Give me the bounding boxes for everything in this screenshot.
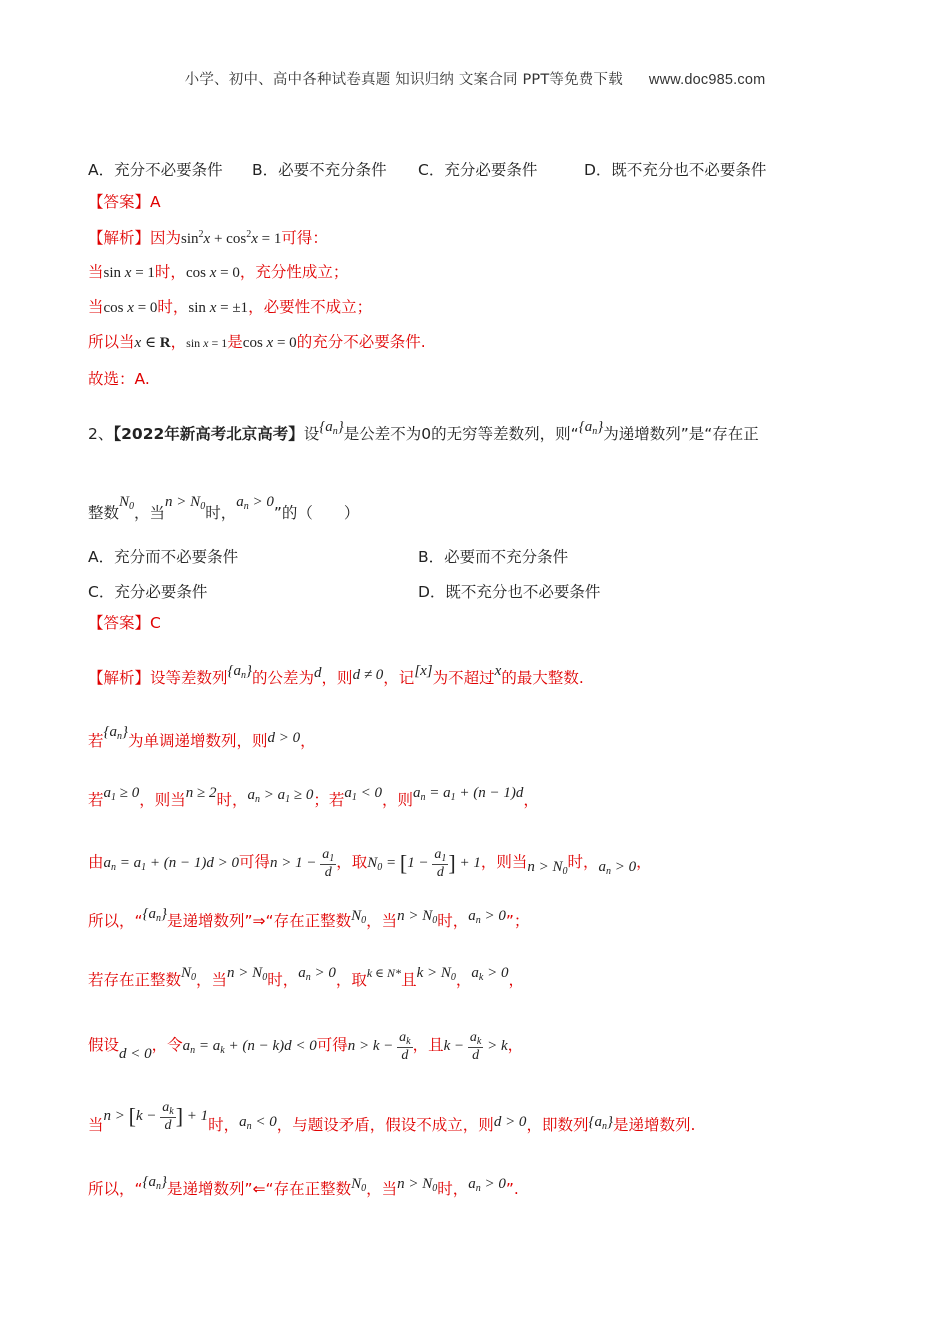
header-site-link[interactable]: www.doc985.com: [648, 72, 766, 88]
q1-option-c: C．充分必要条件: [418, 161, 538, 179]
q2-option-b: B．必要而不充分条件: [418, 548, 569, 566]
q1-option-a: A．充分不必要条件: [88, 161, 223, 179]
page-header: [0, 68, 950, 89]
q1-conclusion: 故选：A.: [88, 370, 150, 388]
q1-analysis-line-4: 所以当x ∈ R，sin x = 1是cos x = 0的充分不必要条件.: [88, 333, 426, 351]
q2-analysis-line-8: 当n > [k − $\frac{a_k}{d}$ ] + 1时，$a_n < 0$，与题设矛盾，假设不成立，则d > 0，即数列$\{a_n\}$是递增数列.: [88, 1100, 696, 1135]
q2-analysis-line-7: 假设d < 0，令$a_n = a_k + (n - k)d < 0$可得n > k − $\frac{a_k}{d}$ ，且k − $\frac{a_k}{d}$ > k，: [88, 1030, 524, 1063]
q2-analysis-line-9: 所以，“$\{a_n\}$是递增数列”⇐“存在正整数$N_0$，当$n > N_0$时，$a_n > 0$”.: [88, 1174, 519, 1198]
q2-option-d: D．既不充分也不必要条件: [418, 583, 601, 601]
q1-answer: 【答案】A: [88, 193, 161, 211]
q1-option-d: D．既不充分也不必要条件: [584, 161, 767, 179]
header-text: 小学、初中、高中各种试卷真题 知识归纳 文案合同 PPT等免费下载: [184, 72, 623, 88]
q1-analysis-line-3: 当cos x = 0时，sin x = ±1，必要性不成立；: [88, 298, 373, 316]
q2-option-c: C．充分必要条件: [88, 583, 208, 601]
q2-analysis-line-4: 由$a_n = a_1 + (n - 1)d > 0$可得n > 1 − $\frac{a_1}{d}$ ，取$N_0 = [1$ − $\frac{a_1}{d}$ ] + 1，则当$n > N_0$时，$a_n > 0$，: [88, 847, 652, 880]
q2-analysis-line-2: 若$\{a_n\}$为单调递增数列，则d > 0，: [88, 724, 316, 750]
q2-analysis-line-5: 所以，“$\{a_n\}$是递增数列”⇒“存在正整数$N_0$，当$n > N_0$时，$a_n > 0$”；: [88, 906, 530, 930]
q1-analysis-line-1: 【解析】因为$\sin^2x + \cos^2x = 1$可得：: [88, 229, 328, 247]
q2-stem-line-1: 2、【2022年新高考北京高考】设$\{a_n\}$是公差不为0的无穷等差数列，则“$\{a_n\}$为递增数列”是“存在正: [88, 419, 759, 443]
q2-option-a: A．充分而不必要条件: [88, 548, 239, 566]
q2-analysis-line-1: 【解析】设等差数列$\{a_n\}$的公差为d，则d ≠ 0，记[x]为不超过x的最大整数.: [88, 663, 584, 687]
q1-option-b: B．必要不充分条件: [252, 161, 387, 179]
q1-analysis-line-2: 当sin x = 1时，cos x = 0，充分性成立；: [88, 263, 349, 281]
q2-analysis-line-6: 若存在正整数$N_0$，当$n > N_0$时，$a_n > 0$，取$^{k \in N*}$且$k > N_0$，$a_k > 0$，: [88, 965, 524, 989]
q2-analysis-line-3: 若$a_1 \ge 0$，则当n ≥ 2时，$a_n > a_1 \ge 0$；若$a_1 < 0$，则$a_n = a_1 + (n - 1)d$，: [88, 785, 539, 809]
q2-stem-line-2: 整数$N_0$，当$n > N_0$时，$a_n > 0$”的（ ）: [88, 494, 360, 522]
q2-answer: 【答案】C: [88, 614, 161, 632]
